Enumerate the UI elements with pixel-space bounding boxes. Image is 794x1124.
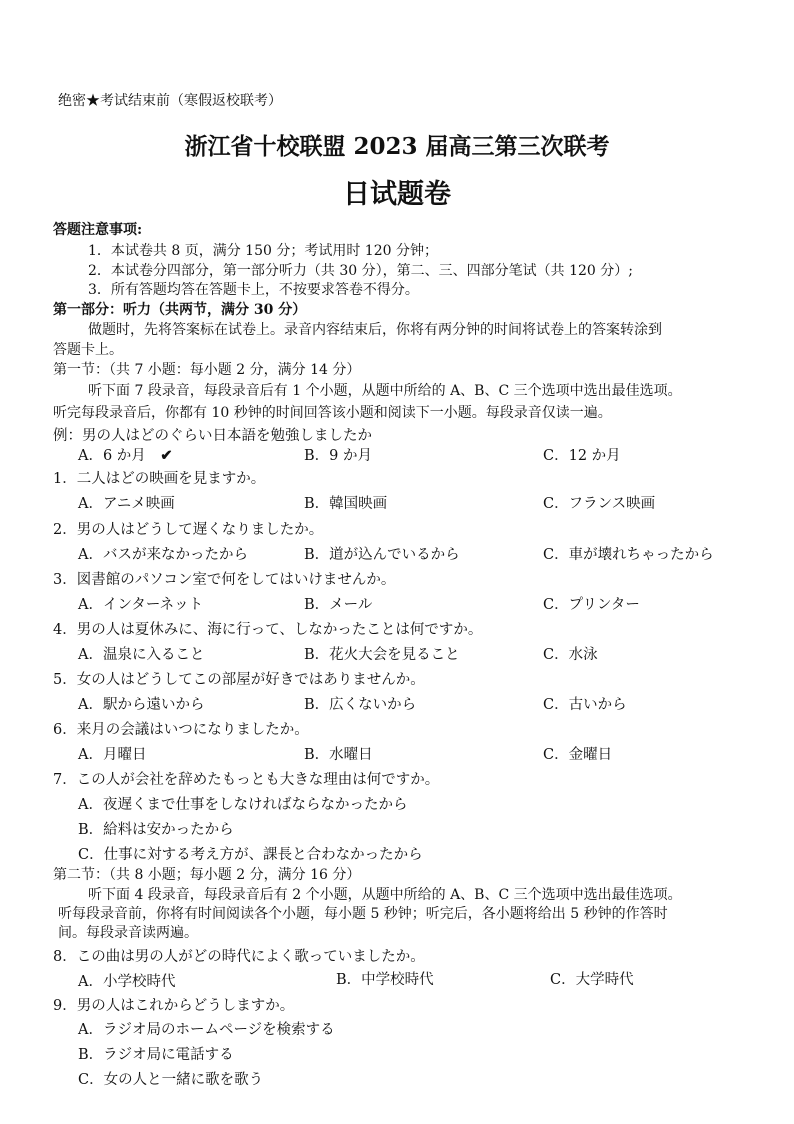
q7-option-a: A．夜遅くまで仕事をしなければならなかったから [78,797,408,813]
example-option-c: C．12 か月 [543,448,621,464]
q9-option-c: C．女の人と一緒に歌を歌う [78,1072,264,1088]
q5-option-a: A．駅から遠いから [78,697,205,713]
q2-option-b: B．道が込んでいるから [304,547,460,563]
section2-instruction: 听下面 4 段录音，每段录音后有 2 个小题，从题中所给的 A、B、C 三个选项中选出最佳选项。 [88,887,682,903]
q4-option-a: A．温泉に入ること [78,647,205,663]
section2-instruction: 间。每段录音读两遍。 [58,925,198,941]
option-text: A．6 か月 [78,448,146,464]
question-9: 9．男の人はこれからどうしますか。 [53,998,295,1014]
q3-option-a: A．インターネット [78,597,204,613]
q1-option-b: B．韓国映画 [304,496,388,512]
checkmark-icon: ✔ [160,447,173,464]
paper-subtitle: 日试题卷 [343,179,451,210]
question-6: 6．来月の会議はいつになりましたか。 [53,722,309,738]
q8-option-b: B．中学校時代 [336,972,434,988]
confidential-line: 绝密★考试结束前（寒假返校联考） [58,93,282,109]
notice-item: 1．本试卷共 8 页，满分 150 分；考试用时 120 分钟； [88,243,438,259]
question-1: 1．二人はどの映画を見ますか。 [53,471,266,487]
part1-instruction: 做题时，先将答案标在试卷上。录音内容结束后，你将有两分钟的时间将试卷上的答案转涂到 [88,322,662,338]
part1-heading: 第一部分：听力（共两节，满分 30 分） [53,302,307,318]
q4-option-b: B．花火大会を見ること [304,647,460,663]
question-7: 7．この人が会社を辞めたもっとも大きな理由は何ですか。 [53,772,440,788]
question-2: 2．男の人はどうして遅くなりましたか。 [53,522,324,538]
q1-option-c: C．フランス映画 [543,496,656,512]
q6-option-c: C．金曜日 [543,747,613,763]
example-option-a [78,444,173,465]
q5-option-b: B．広くないから [304,697,417,713]
q3-option-c: C．プリンター [543,597,640,613]
q7-option-b: B．給料は安かったから [78,822,234,838]
q8-option-a: A．小学校時代 [78,974,176,990]
example-option-b: B．9 か月 [304,448,372,464]
notice-item: 3．所有答题均答在答题卡上，不按要求答卷不得分。 [88,282,419,298]
question-3: 3．図書館のパソコン室で何をしてはいけませんか。 [53,572,396,588]
question-8: 8．この曲は男の人がどの時代によく歌っていましたか。 [53,949,425,965]
q9-option-b: B．ラジオ局に電話する [78,1047,234,1063]
q3-option-b: B．メール [304,597,373,613]
q1-option-a: A．アニメ映画 [78,496,175,512]
q9-option-a: A．ラジオ局のホームページを検索する [78,1022,335,1038]
q4-option-c: C．水泳 [543,647,598,663]
section2-instruction: 听每段录音前，你将有时间阅读各个小题，每小题 5 秒钟；听完后，各小题将给出 5 秒钟的作答时 [58,906,668,922]
q6-option-b: B．水曜日 [304,747,373,763]
notice-heading: 答题注意事项: [53,222,143,238]
question-5: 5．女の人はどうしてこの部屋が好きではありませんか。 [53,672,425,688]
section1-heading: 第一节：（共 7 小题：每小题 2 分，满分 14 分） [53,362,361,378]
exam-title: 浙江省十校联盟 2023 届高三第三次联考 [184,133,610,160]
part1-instruction: 答题卡上。 [53,342,123,358]
section2-heading: 第二节：（共 8 小题；每小题 2 分，满分 16 分） [53,867,361,883]
q2-option-a: A．バスが来なかったから [78,547,248,563]
q5-option-c: C．古いから [543,697,627,713]
q8-option-c: C．大学時代 [550,972,634,988]
question-4: 4．男の人は夏休みに、海に行って、しなかったことは何ですか。 [53,622,483,638]
q2-option-c: C．車が壊れちゃったから [543,547,714,563]
section1-instruction: 听下面 7 段录音，每段录音后有 1 个小题，从题中所给的 A、B、C 三个选项中选出最佳选项。 [88,383,682,399]
example-question: 例：男の人はどのぐらい日本語を勉強しましたか [53,428,372,444]
q7-option-c: C．仕事に対する考え方が、課長と合わなかったから [78,847,423,863]
q6-option-a: A．月曜日 [78,747,147,763]
section1-instruction: 听完每段录音后，你都有 10 秒钟的时间回答该小题和阅读下一小题。每段录音仅读一遍。 [53,405,612,421]
notice-item: 2．本试卷分四部分，第一部分听力（共 30 分），第二、三、四部分笔试（共 120 分）; [88,263,633,279]
